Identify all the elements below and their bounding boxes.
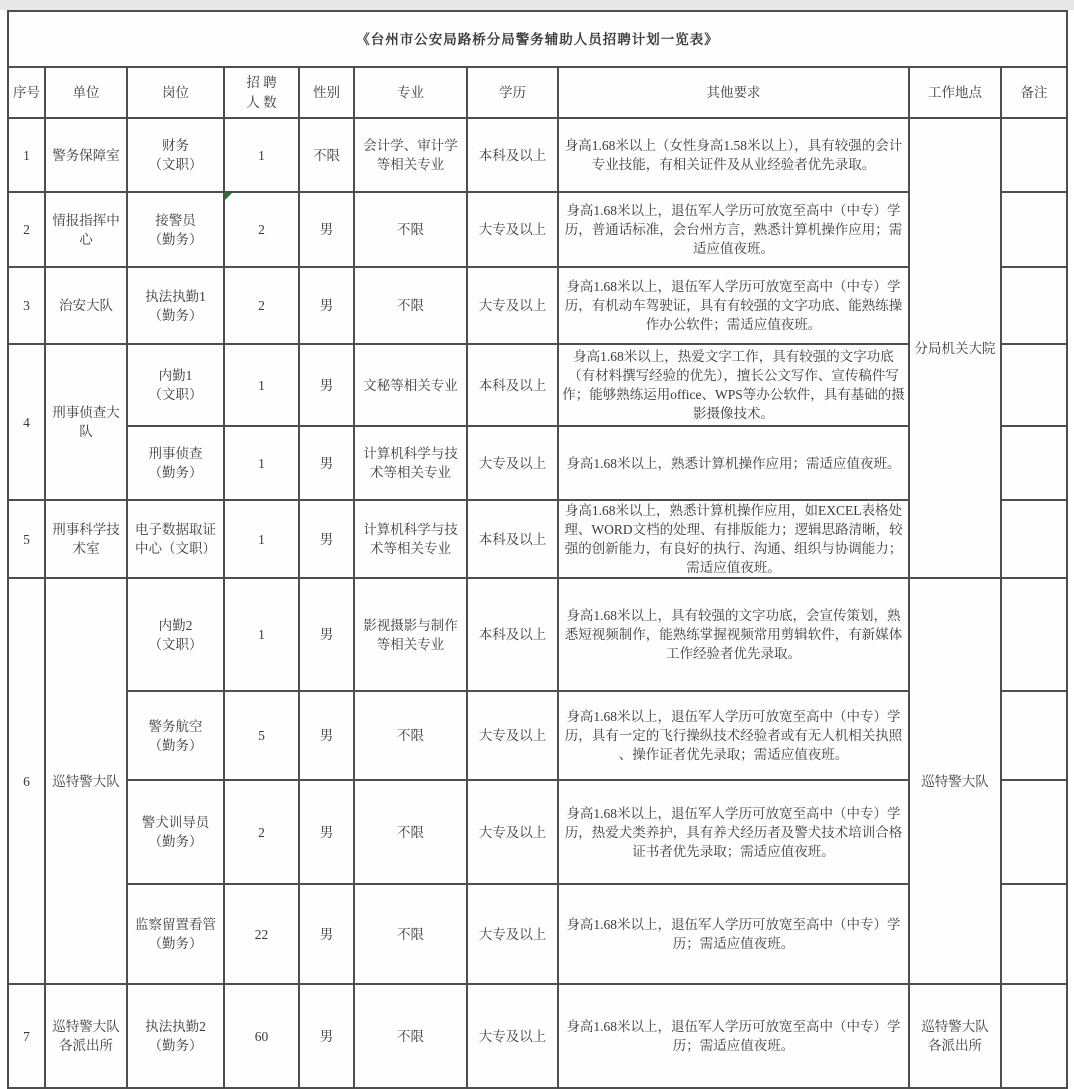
cell-post <box>127 344 224 426</box>
cell-gender: 男 <box>299 884 354 984</box>
cell-remark <box>1001 500 1067 578</box>
cell-post <box>127 780 224 884</box>
cell-recruit-count: 1 <box>224 344 299 426</box>
page-top-margin-strip <box>0 0 1074 10</box>
cell-corner-flag-icon <box>225 193 232 200</box>
cell-post-line2: （勤务） <box>148 307 203 323</box>
cell-major: 不限 <box>354 984 467 1088</box>
table-row <box>8 267 1067 344</box>
col-header-recruit-count-line2: 人 数 <box>246 94 277 110</box>
col-header-unit: 单位 <box>45 67 127 118</box>
cell-post-line1: 财务 <box>162 138 189 153</box>
col-header-post: 岗位 <box>127 67 224 118</box>
cell-seq: 6 <box>8 578 45 984</box>
cell-major: 计算机科学与技术等相关专业 <box>354 500 467 578</box>
cell-seq: 5 <box>8 500 45 578</box>
cell-post-line2: （勤务） <box>148 1038 203 1053</box>
header-row <box>8 67 1067 118</box>
cell-post-line2: （勤务） <box>148 465 203 480</box>
cell-location-line2: 各派出所 <box>928 1038 982 1053</box>
cell-post-line1: 警犬训导员 <box>141 815 210 830</box>
cell-major: 不限 <box>354 267 467 344</box>
cell-gender: 男 <box>299 578 354 691</box>
cell-unit: 警务保障室 <box>45 118 127 192</box>
cell-post <box>127 426 224 500</box>
cell-gender: 男 <box>299 500 354 578</box>
col-header-remark: 备注 <box>1001 67 1067 118</box>
cell-recruit-count: 1 <box>224 118 299 192</box>
cell-education: 大专及以上 <box>467 192 558 267</box>
cell-gender: 男 <box>299 192 354 267</box>
cell-remark <box>1001 267 1067 344</box>
cell-recruit-count: 1 <box>224 500 299 578</box>
cell-education: 大专及以上 <box>467 426 558 500</box>
cell-major: 不限 <box>354 192 467 267</box>
cell-post-line1: 执法执勤1 <box>145 288 206 304</box>
col-header-major: 专业 <box>354 67 467 118</box>
cell-major: 不限 <box>354 884 467 984</box>
cell-post <box>127 884 224 984</box>
col-header-recruit-count <box>224 67 299 118</box>
cell-remark <box>1001 118 1067 192</box>
cell-remark <box>1001 192 1067 267</box>
cell-requirements: 身高1.68米以上（女性身高1.58米以上），具有较强的会计专业技能，有相关证件及从业经验者优先录取。 <box>558 118 909 192</box>
cell-post-line2: （文职） <box>148 387 203 402</box>
cell-major: 计算机科学与技术等相关专业 <box>354 426 467 500</box>
cell-requirements: 身高1.68米以上，退伍军人学历可放宽至高中（中专）学历；需适应值夜班。 <box>558 984 909 1088</box>
cell-recruit-count: 2 <box>224 780 299 884</box>
cell-unit: 治安大队 <box>45 267 127 344</box>
cell-recruit-count: 2 <box>224 267 299 344</box>
table-row <box>8 884 1067 984</box>
cell-post-line1: 内勤2 <box>158 617 193 633</box>
cell-post-line1: 监察留置看管 <box>135 917 216 932</box>
cell-post-line2: （勤务） <box>148 834 203 849</box>
cell-recruit-count: 60 <box>224 984 299 1088</box>
cell-post-line2: （文职） <box>148 157 203 172</box>
table-row <box>8 691 1067 780</box>
cell-post-line2: （勤务） <box>148 936 203 951</box>
cell-gender: 男 <box>299 780 354 884</box>
cell-post-line1: 内勤1 <box>158 368 193 383</box>
table-row <box>8 344 1067 426</box>
cell-unit: 巡特警大队 <box>45 578 127 984</box>
cell-location-branch-compound: 分局机关大院 <box>909 118 1001 578</box>
cell-remark <box>1001 780 1067 884</box>
cell-education: 本科及以上 <box>467 118 558 192</box>
cell-education: 大专及以上 <box>467 884 558 984</box>
cell-gender: 不限 <box>299 118 354 192</box>
cell-education: 本科及以上 <box>467 344 558 426</box>
cell-requirements: 身高1.68米以上，熟悉计算机操作应用，如EXCEL表格处理、WORD文档的处理、有排版能力；逻辑思路清晰，较强的创新能力，有良好的执行、沟通、组织与协调能力；需适应值夜班。 <box>558 500 909 578</box>
cell-remark <box>1001 984 1067 1088</box>
cell-requirements: 身高1.68米以上，具有较强的文字功底，会宣传策划，熟悉短视频制作，能熟练掌握视频常用剪辑软件，有新媒体工作经验者优先录取。 <box>558 578 909 691</box>
cell-requirements: 身高1.68米以上，热爱文字工作，具有较强的文字功底（有材料撰写经验的优先），擅长公文写作、宣传稿件写作；能够熟练运用office、WPS等办公软件，具有基础的摄影摄像技术。 <box>558 344 909 426</box>
col-header-recruit-count-line1: 招 聘 <box>246 74 277 90</box>
recruitment-table <box>7 10 1068 1089</box>
cell-location-line1: 巡特警大队 <box>921 1019 989 1034</box>
cell-education: 本科及以上 <box>467 578 558 691</box>
cell-education: 大专及以上 <box>467 691 558 780</box>
cell-seq: 2 <box>8 192 45 267</box>
cell-post-line1: 警务航空 <box>148 718 203 734</box>
cell-post <box>127 578 224 691</box>
cell-major: 不限 <box>354 780 467 884</box>
col-header-gender: 性别 <box>299 67 354 118</box>
cell-gender: 男 <box>299 426 354 500</box>
cell-post-line2: 中心（文职） <box>135 541 216 556</box>
cell-unit: 刑事科学技术室 <box>45 500 127 578</box>
cell-recruit-count: 5 <box>224 691 299 780</box>
cell-requirements: 身高1.68米以上，退伍军人学历可放宽至高中（中专）学历，具有一定的飞行操纵技术经验者或有无人机相关执照 、操作证者优先录取；需适应值夜班。 <box>558 691 909 780</box>
cell-location-patrol-brigade: 巡特警大队 <box>909 578 1001 984</box>
cell-post-line2: （勤务） <box>148 231 203 247</box>
table-row <box>8 500 1067 578</box>
table-row <box>8 426 1067 500</box>
cell-education: 大专及以上 <box>467 267 558 344</box>
cell-seq: 1 <box>8 118 45 192</box>
cell-education: 大专及以上 <box>467 984 558 1088</box>
cell-requirements: 身高1.68米以上，退伍军人学历可放宽至高中（中专）学历；需适应值夜班。 <box>558 884 909 984</box>
cell-post <box>127 192 224 267</box>
table-row <box>8 192 1067 267</box>
cell-seq: 7 <box>8 984 45 1088</box>
table-row <box>8 578 1067 691</box>
cell-remark <box>1001 344 1067 426</box>
col-header-requirements: 其他要求 <box>558 67 909 118</box>
cell-requirements: 身高1.68米以上，熟悉计算机操作应用；需适应值夜班。 <box>558 426 909 500</box>
col-header-location: 工作地点 <box>909 67 1001 118</box>
cell-post <box>127 500 224 578</box>
cell-seq: 3 <box>8 267 45 344</box>
cell-major: 文秘等相关专业 <box>354 344 467 426</box>
cell-unit: 巡特警大队各派出所 <box>45 984 127 1088</box>
cell-education: 大专及以上 <box>467 780 558 884</box>
col-header-education: 学历 <box>467 67 558 118</box>
cell-post-line2: （文职） <box>148 636 203 652</box>
cell-post <box>127 267 224 344</box>
title-row <box>8 11 1067 67</box>
page-title: 《台州市公安局路桥分局警务辅助人员招聘计划一览表》 <box>8 11 1067 67</box>
cell-remark <box>1001 884 1067 984</box>
cell-remark <box>1001 691 1067 780</box>
cell-unit: 情报指挥中心 <box>45 192 127 267</box>
cell-gender: 男 <box>299 267 354 344</box>
cell-post-line1: 电子数据取证 <box>135 522 216 537</box>
cell-recruit-count: 1 <box>224 426 299 500</box>
cell-gender: 男 <box>299 691 354 780</box>
cell-post-line1: 刑事侦查 <box>148 446 203 461</box>
cell-post-line1: 执法执勤2 <box>145 1019 206 1034</box>
cell-major: 会计学、审计学等相关专业 <box>354 118 467 192</box>
cell-requirements: 身高1.68米以上，退伍军人学历可放宽至高中（中专）学历，有机动车驾驶证，具有有较强的文字功底、能熟练操作办公软件；需适应值夜班。 <box>558 267 909 344</box>
cell-recruit-count-value: 2 <box>258 222 265 237</box>
cell-requirements: 身高1.68米以上，退伍军人学历可放宽至高中（中专）学历，热爱犬类养护，具有养犬经历者及警犬技术培训合格证书者优先录取；需适应值夜班。 <box>558 780 909 884</box>
cell-major: 影视摄影与制作等相关专业 <box>354 578 467 691</box>
cell-gender: 男 <box>299 984 354 1088</box>
cell-recruit-count <box>224 192 299 267</box>
cell-requirements: 身高1.68米以上，退伍军人学历可放宽至高中（中专）学历，普通话标准，会台州方言，熟悉计算机操作应用；需适应值夜班。 <box>558 192 909 267</box>
cell-location-stations <box>909 984 1001 1088</box>
cell-recruit-count: 1 <box>224 578 299 691</box>
col-header-seq: 序号 <box>8 67 45 118</box>
cell-post <box>127 691 224 780</box>
cell-remark <box>1001 426 1067 500</box>
table-row <box>8 118 1067 192</box>
cell-post <box>127 118 224 192</box>
table-row <box>8 984 1067 1088</box>
cell-unit: 刑事侦查大队 <box>45 344 127 500</box>
table-row <box>8 780 1067 884</box>
cell-major: 不限 <box>354 691 467 780</box>
cell-post <box>127 984 224 1088</box>
cell-remark <box>1001 578 1067 691</box>
cell-recruit-count: 22 <box>224 884 299 984</box>
cell-post-line2: （勤务） <box>148 737 203 753</box>
cell-gender: 男 <box>299 344 354 426</box>
cell-seq: 4 <box>8 344 45 500</box>
cell-education: 本科及以上 <box>467 500 558 578</box>
cell-post-line1: 接警员 <box>155 212 196 228</box>
